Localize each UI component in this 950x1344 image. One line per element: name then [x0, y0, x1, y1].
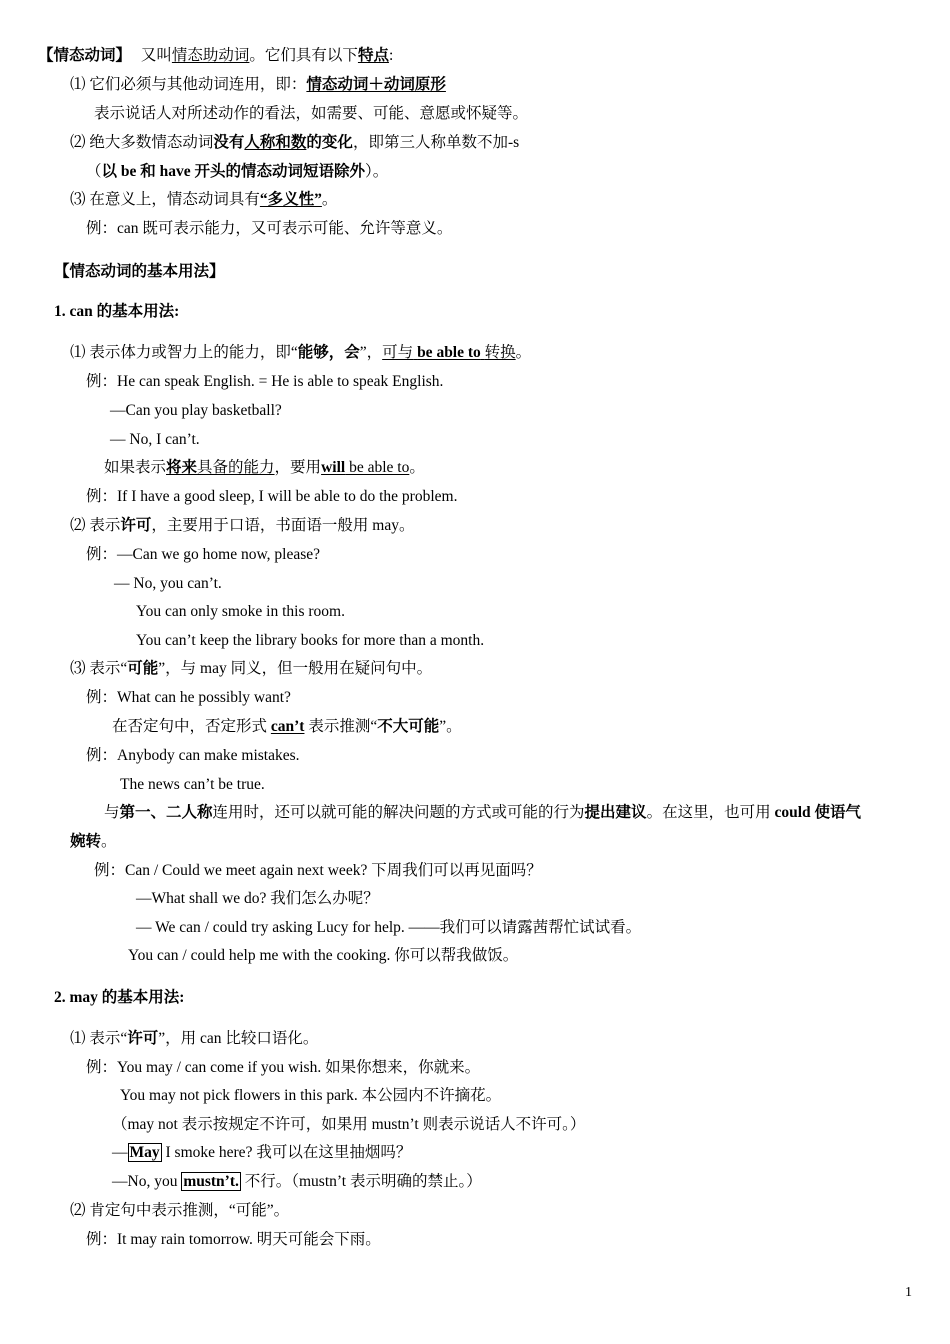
can-section-title: 1. can 的基本用法: — [54, 303, 180, 320]
can-example-1: 例：He can speak English. = He is able to speak English. — [86, 373, 444, 390]
can-point-1: ⑴ 表示体力或智力上的能力，即“能够，会”，可与 be able to 转换。 — [70, 344, 532, 361]
can-example-3: — No, I can’t. — [110, 431, 200, 448]
can-example-7: You can only smoke in this room. — [136, 603, 345, 620]
intro-line-7: 例：can 既可表示能力，又可表示可能、允许等意义。 — [86, 220, 453, 237]
may-example-3: — May I smoke here? 我可以在这里抽烟吗？ — [112, 1144, 412, 1161]
can-example-9: 例：What can he possibly want? — [86, 689, 291, 706]
mustnt-boxed-word: mustn’t. — [183, 1173, 239, 1190]
can-example-6: — No, you can’t. — [114, 575, 222, 592]
may-example-2: You may not pick flowers in this park. 本公园内不许摘花。 — [120, 1087, 502, 1104]
can-example-15: You can / could help me with the cooking. 你可以帮我做饭。 — [128, 947, 519, 964]
can-example-5: 例：—Can we go home now, please? — [86, 546, 321, 563]
intro-line-4: ⑵ 绝大多数情态动词没有人称和数的变化，即第三人称单数不加-s — [70, 134, 520, 151]
can-example-10: 例：Anybody can make mistakes. — [86, 747, 300, 764]
can-suggestion-note: 与第一、二人称连用时，还可以就可能的解决问题的方式或可能的行为提出建议。在这里，也可用 could 使语气 — [104, 804, 862, 821]
may-example-1: 例：You may / can come if you wish. 如果你想来，你就来。 — [86, 1059, 481, 1076]
may-point-1: ⑴ 表示“许可”，用 can 比较口语化。 — [70, 1030, 319, 1047]
intro-line-2: ⑴ 它们必须与其他动词连用，即：情态动词＋动词原形 — [70, 76, 446, 93]
can-negative-note: 在否定句中，否定形式 can’t 表示推测“不大可能”。 — [112, 718, 462, 735]
can-example-14: — We can / could try asking Lucy for help. ——我们可以请露茜帮忙试试看。 — [136, 919, 642, 936]
intro-line-1: 【情态动词】 又叫情态助动词。它们具有以下特点: — [38, 47, 394, 64]
can-point-2: ⑵ 表示许可，主要用于口语，书面语一般用 may。 — [70, 517, 415, 534]
may-note: （may not 表示按规定不许可，如果用 mustn’t 则表示说话人不许可。） — [112, 1116, 586, 1133]
can-example-4: 例：If I have a good sleep, I will be able to do the problem. — [86, 488, 458, 505]
may-example-5: 例：It may rain tomorrow. 明天可能会下雨。 — [86, 1231, 381, 1248]
can-example-2: —Can you play basketball? — [110, 402, 282, 419]
can-example-11: The news can’t be true. — [120, 776, 265, 793]
can-suggestion-note-cont: 婉转。 — [70, 833, 117, 850]
can-example-8: You can’t keep the library books for more than a month. — [136, 632, 485, 649]
intro-line-3: 表示说话人对所述动作的看法，如需要、可能、意愿或怀疑等。 — [94, 105, 529, 122]
intro-line-5: （以 be 和 have 开头的情态动词短语除外）。 — [86, 163, 389, 180]
can-example-13: —What shall we do? 我们怎么办呢？ — [136, 890, 379, 907]
may-point-2: ⑵ 肯定句中表示推测，“可能”。 — [70, 1202, 290, 1219]
can-future-note: 如果表示将来具备的能力，要用will be able to。 — [104, 459, 425, 476]
intro-line-6: ⑶ 在意义上，情态动词具有“多义性”。 — [70, 191, 338, 208]
page-number: 1 — [905, 1285, 912, 1300]
may-section-title: 2. may 的基本用法: — [54, 989, 185, 1006]
can-example-12: 例：Can / Could we meet again next week? 下周我们可以再见面吗？ — [94, 862, 542, 879]
basic-usage-title: 【情态动词的基本用法】 — [54, 263, 225, 280]
intro-heading: 【情态动词】 — [38, 47, 132, 64]
may-boxed-word: May — [129, 1144, 160, 1161]
can-point-3: ⑶ 表示“可能”，与 may 同义，但一般用在疑问句中。 — [70, 660, 433, 677]
may-example-4: —No, you mustn’t. 不行。（mustn’t 表示明确的禁止。） — [112, 1173, 482, 1190]
